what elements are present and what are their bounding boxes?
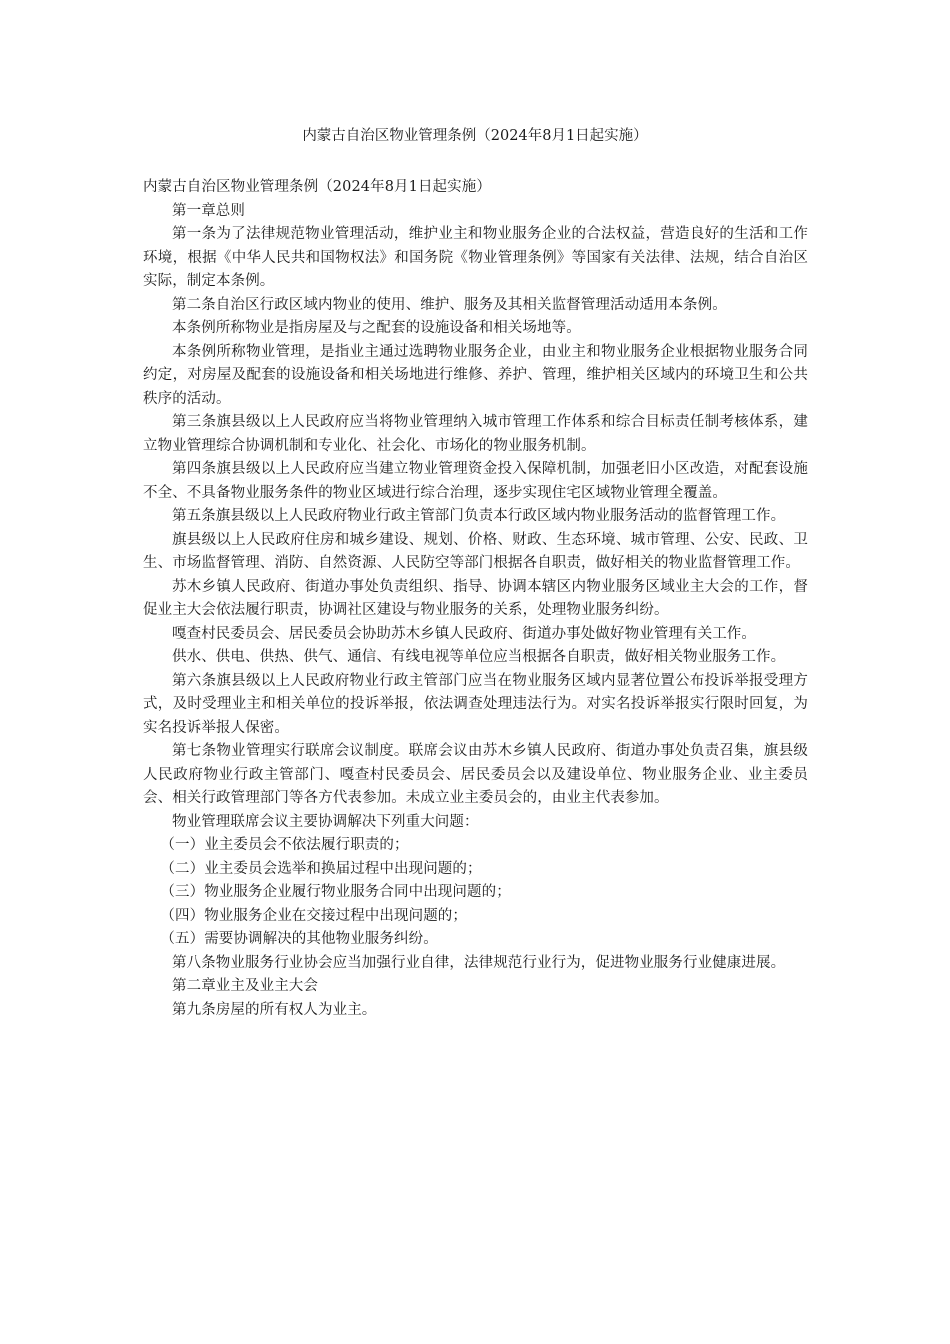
article-paragraph: 嘎查村民委员会、居民委员会协助苏木乡镇人民政府、街道办事处做好物业管理有关工作。 — [172, 625, 756, 642]
article-paragraph: 第六条旗县级以上人民政府物业行政主管部门应当在物业服务区域内显著位置公布投诉举报受理方式，及时受理业主和相关单位的投诉举报，依法调查处理违法行为。对实名投诉举报实行限时回复，为实名投诉举报人保密。 — [143, 672, 808, 736]
list-item: （四）物业服务企业在交接过程中出现问题的； — [160, 907, 467, 924]
article-paragraph: 第五条旗县级以上人民政府物业行政主管部门负责本行政区域内物业服务活动的监督管理工作。 — [172, 508, 786, 524]
article-paragraph: 苏木乡镇人民政府、街道办事处负责组织、指导、协调本辖区内物业服务区域业主大会的工作，督促业主大会依法履行职责，协调社区建设与物业服务的关系，处理物业服务纠纷。 — [143, 578, 808, 618]
article-paragraph: 第七条物业管理实行联席会议制度。联席会议由苏木乡镇人民政府、街道办事处负责召集，旗县级人民政府物业行政主管部门、嘎查村民委员会、居民委员会以及建设单位、物业服务企业、业主委员会、相关行政管理部门等各方代表参加。未成立业主委员会的，由业主代表参加。 — [143, 743, 808, 806]
chapter-heading: 第一章总则 — [172, 202, 245, 219]
body-heading: 内蒙古自治区物业管理条例（2024年8月1日起实施） — [143, 179, 491, 195]
chapter-heading: 第二章业主及业主大会 — [172, 978, 318, 994]
article-paragraph: 物业管理联席会议主要协调解决下列重大问题： — [172, 813, 479, 830]
article-paragraph: 第二条自治区行政区域内物业的使用、维护、服务及其相关监督管理活动适用本条例。 — [172, 296, 727, 313]
list-item: （五）需要协调解决的其他物业服务纠纷。 — [160, 931, 438, 947]
article-paragraph: 供水、供电、供热、供气、通信、有线电视等单位应当根据各自职责，做好相关物业服务工作。 — [172, 649, 786, 665]
article-paragraph: 第一条为了法律规范物业管理活动，维护业主和物业服务企业的合法权益，营造良好的生活和工作环境，根据《中华人民共和国物权法》和国务院《物业管理条例》等国家有关法律、法规，结合自治区实际，制定本条例。 — [143, 226, 808, 289]
document-body — [143, 176, 808, 1022]
article-paragraph: 本条例所称物业是指房屋及与之配套的设施设备和相关场地等。 — [172, 320, 581, 336]
article-paragraph: 旗县级以上人民政府住房和城乡建设、规划、价格、财政、生态环境、城市管理、公安、民政、卫生、市场监督管理、消防、自然资源、人民防空等部门根据各自职责，做好相关的物业监督管理工作。 — [143, 531, 808, 571]
list-item: （三）物业服务企业履行物业服务合同中出现问题的； — [160, 884, 511, 900]
document-title: 内蒙古自治区物业管理条例（2024年8月1日起实施） — [302, 128, 648, 144]
list-item: （二）业主委员会选举和换届过程中出现问题的； — [160, 860, 482, 877]
article-paragraph: 第八条物业服务行业协会应当加强行业自律，法律规范行业行为，促进物业服务行业健康进展。 — [172, 954, 786, 971]
article-paragraph: 第三条旗县级以上人民政府应当将物业管理纳入城市管理工作体系和综合目标责任制考核体系，建立物业管理综合协调机制和专业化、社会化、市场化的物业服务机制。 — [143, 414, 808, 454]
article-paragraph: 第九条房屋的所有权人为业主。 — [172, 1001, 377, 1018]
list-item: （一）业主委员会不依法履行职责的； — [160, 837, 409, 853]
article-paragraph: 本条例所称物业管理，是指业主通过选聘物业服务企业，由业主和物业服务企业根据物业服务合同约定，对房屋及配套的设施设备和相关场地进行维修、养护、管理，维护相关区域内的环境卫生和公共秩序的活动。 — [143, 343, 808, 407]
article-paragraph: 第四条旗县级以上人民政府应当建立物业管理资金投入保障机制，加强老旧小区改造，对配套设施不全、不具备物业服务条件的物业区域进行综合治理，逐步实现住宅区域物业管理全覆盖。 — [143, 461, 808, 501]
